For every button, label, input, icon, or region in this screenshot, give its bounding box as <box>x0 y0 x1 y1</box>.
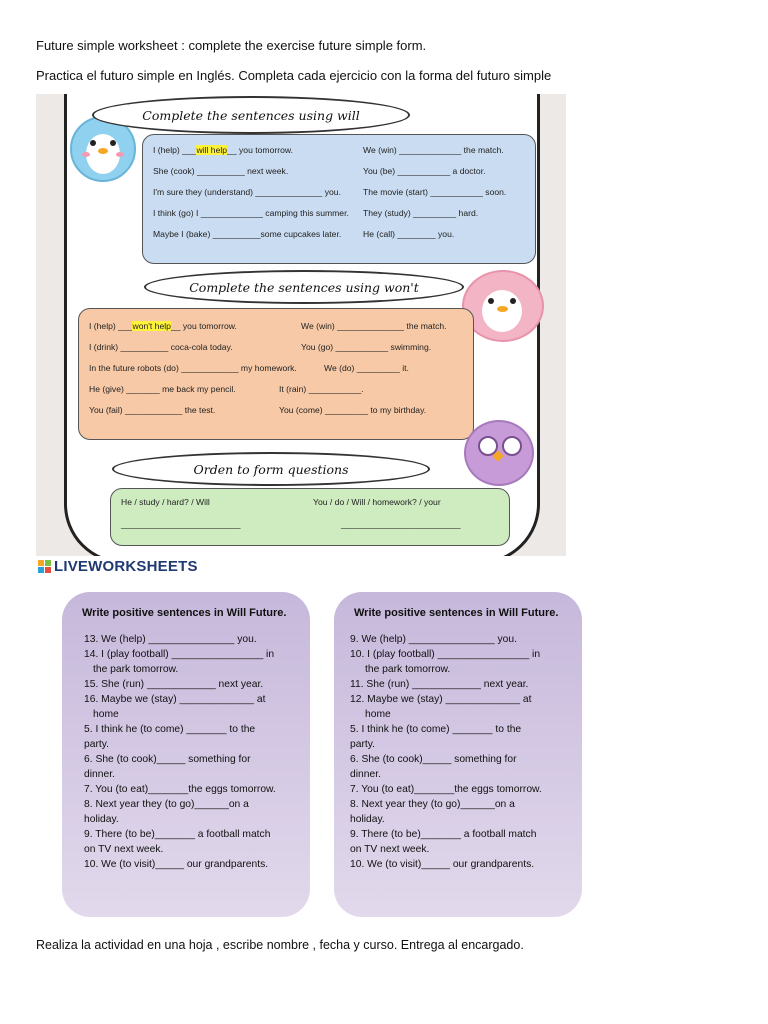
s3-right-prompt: You / do / Will / homework? / your <box>313 497 441 507</box>
s1-left-row-3: I'm sure they (understand) ______________ you. <box>153 187 341 197</box>
section2-title: Complete the sentences using won't <box>189 279 419 295</box>
card-right-line: 12. Maybe we (stay) _____________ at <box>350 694 532 705</box>
card-left-line: on TV next week. <box>84 844 164 855</box>
footer-instruction: Realiza la actividad en una hoja , escribe nombre , fecha y curso. Entrega al encargado. <box>36 938 524 952</box>
brand-logo-icon <box>38 560 52 574</box>
s1-right-row-5: He (call) ________ you. <box>363 229 455 239</box>
exercise-card-left <box>62 592 310 917</box>
s1-left-row-4: I think (go) I _____________ camping this summer. <box>153 208 349 218</box>
s2-left-row-3: In the future robots (do) ____________ my homework. <box>89 363 297 373</box>
section3-title-bubble <box>112 452 430 486</box>
card-right-line: 7. You (to eat)_______the eggs tomorrow. <box>350 784 542 795</box>
card-right-line: 10. We (to visit)_____ our grandparents. <box>350 859 535 870</box>
card-left-line: dinner. <box>84 769 115 780</box>
exercise-card-right <box>334 592 582 917</box>
worksheet-image <box>36 94 566 578</box>
s3-left-prompt: He / study / hard? / Will <box>121 497 210 507</box>
card-left-line: 16. Maybe we (stay) _____________ at <box>84 694 266 705</box>
intro-line-spanish: Practica el futuro simple en Inglés. Completa cada ejercicio con la forma del futuro simple <box>36 68 552 83</box>
section2-title-bubble <box>144 270 464 304</box>
card-left-line: party. <box>84 739 109 750</box>
card-left-line: 5. I think he (to come) _______ to the <box>84 724 256 735</box>
card-right-line: 10. I (play football) ________________ in <box>350 649 541 660</box>
card-left-line: 8. Next year they (to go)______on a <box>84 799 249 810</box>
card-right-line: 9. We (help) _______________ you. <box>350 634 517 645</box>
section1-title: Complete the sentences using will <box>142 107 360 123</box>
card-left-line: home <box>93 709 119 720</box>
card-left-line: the park tomorrow. <box>93 664 179 675</box>
card-right-line: 5. I think he (to come) _______ to the <box>350 724 522 735</box>
card-right-line: the park tomorrow. <box>365 664 451 675</box>
s2-right-row-3: We (do) _________ it. <box>324 363 409 373</box>
s2-left-row-4: He (give) _______ me back my pencil. <box>89 384 236 394</box>
s2-right-row-1: We (win) ______________ the match. <box>301 321 447 331</box>
card-right-line: holiday. <box>350 814 385 825</box>
card-left-line: holiday. <box>84 814 119 825</box>
section2-panel <box>78 308 474 440</box>
card-left-line: 10. We (to visit)_____ our grandparents. <box>84 859 269 870</box>
purple-owl-icon <box>464 420 534 486</box>
brand-strip <box>36 556 566 578</box>
s1-left-row-2: She (cook) __________ next week. <box>153 166 289 176</box>
section1-panel <box>142 134 536 264</box>
section3-title: Orden to form questions <box>193 461 349 477</box>
card-right-line: 6. She (to cook)_____ something for <box>350 754 517 765</box>
card-left-line: 7. You (to eat)_______the eggs tomorrow. <box>84 784 276 795</box>
pink-penguin-icon <box>462 270 544 342</box>
s1-right-row-3: The movie (start) ___________ soon. <box>363 187 507 197</box>
s3-left-answer-blank: _________________________ <box>121 519 241 529</box>
s2-right-row-2: You (go) ___________ swimming. <box>301 342 432 352</box>
brand-logo-text: LIVEWORKSHEETS <box>54 558 198 575</box>
card-left-line: 14. I (play football) ________________ in <box>84 649 275 660</box>
card-right-title: Write positive sentences in Will Future. <box>354 607 559 619</box>
card-right-line: on TV next week. <box>350 844 430 855</box>
s2-left-row-2: I (drink) __________ coca-cola today. <box>89 342 233 352</box>
card-right-line: 8. Next year they (to go)______on a <box>350 799 515 810</box>
s2-answer-highlight: won't help <box>132 321 171 331</box>
section1-title-bubble <box>92 96 410 134</box>
s1-left-row-5: Maybe I (bake) __________some cupcakes later. <box>153 229 342 239</box>
s1-answer-highlight: will help <box>196 145 228 155</box>
card-left-line: 13. We (help) _______________ you. <box>84 634 257 645</box>
card-left-line: 15. She (run) ____________ next year. <box>84 679 264 690</box>
card-right-line: 9. There (to be)_______ a football match <box>350 829 537 840</box>
s1-right-row-4: They (study) _________ hard. <box>363 208 479 218</box>
s1-right-row-1: We (win) _____________ the match. <box>363 145 504 155</box>
s2-left-row-1: I (help) ___won't help__ you tomorrow. <box>89 321 237 331</box>
s3-right-answer-blank: _________________________ <box>341 519 461 529</box>
card-left-line: 9. There (to be)_______ a football match <box>84 829 271 840</box>
card-left-line: 6. She (to cook)_____ something for <box>84 754 251 765</box>
card-right-line: home <box>365 709 391 720</box>
card-right-line: dinner. <box>350 769 381 780</box>
s1-left-row-1: I (help) ___will help__ you tomorrow. <box>153 145 293 155</box>
card-right-line: party. <box>350 739 375 750</box>
intro-line-english: Future simple worksheet : complete the exercise future simple form. <box>36 38 427 53</box>
s2-left-row-5: You (fail) ____________ the test. <box>89 405 216 415</box>
card-right-line: 11. She (run) ____________ next year. <box>350 679 529 690</box>
card-left-title: Write positive sentences in Will Future. <box>82 607 287 619</box>
s1-right-row-2: You (be) ___________ a doctor. <box>363 166 486 176</box>
s2-right-row-5: You (come) _________ to my birthday. <box>279 405 427 415</box>
s2-right-row-4: It (rain) ___________. <box>279 384 364 394</box>
section3-panel <box>110 488 510 546</box>
